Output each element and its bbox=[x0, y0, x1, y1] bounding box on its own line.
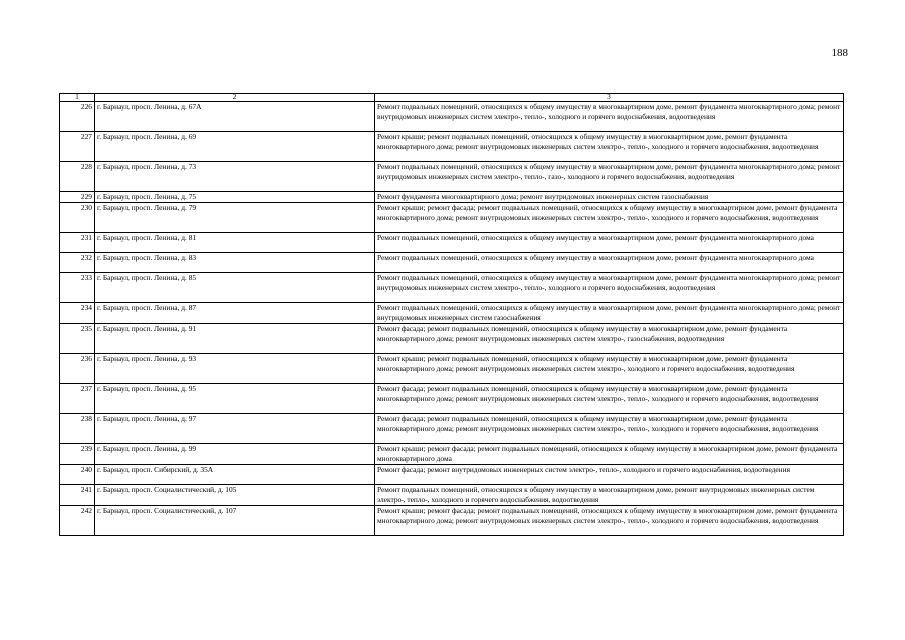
row-work-description-cell: Ремонт подвальных помещений, относящихся к общему имуществу в многоквартирном доме, ремонт фундамента многоквартирного дома; ремонт внутридомовых инженерных систем газоснабжения bbox=[375, 303, 844, 324]
table-row bbox=[60, 485, 844, 506]
row-work-description-cell: Ремонт фасада; ремонт внутридомовых инженерных систем электро-, тепло-, холодного и горячего водоснабжения, водоотведения bbox=[375, 465, 844, 485]
row-work-description-cell: Ремонт подвальных помещений, относящихся к общему имуществу в многоквартирном доме, ремонт внутридомовых инженерных систем электро-, тепло-, холодного и горячего водоснабжения, водоотведения bbox=[375, 485, 844, 506]
column-header-1: 1 bbox=[60, 94, 95, 102]
row-number-cell: 233 bbox=[60, 273, 95, 303]
row-number-cell: 228 bbox=[60, 162, 95, 192]
row-work-description-cell: Ремонт крыши; ремонт фасада; ремонт подвальных помещений, относящихся к общему имуществу в многоквартирном доме, ремонт фундамента многоквартирного дома bbox=[375, 444, 844, 465]
row-address-cell: г. Барнаул, просп. Социалистический, д. 105 bbox=[95, 485, 375, 506]
row-address-cell: г. Барнаул, просп. Ленина, д. 75 bbox=[95, 192, 375, 203]
row-address-cell: г. Барнаул, просп. Ленина, д. 91 bbox=[95, 324, 375, 354]
row-work-description-cell: Ремонт подвальных помещений, относящихся к общему имуществу в многоквартирном доме, ремонт фундамента многоквартирного дома; ремонт внутридомовых инженерных систем электро-, тепло-, холодного и горячего водоснабжения, водоотведения bbox=[375, 102, 844, 132]
repair-register-table bbox=[59, 93, 844, 536]
table-row bbox=[60, 444, 844, 465]
row-work-description-cell: Ремонт фасада; ремонт подвальных помещений, относящихся к общему имуществу в многоквартирном доме, ремонт фундамента многоквартирного дома; ремонт внутридомовых инженерных систем электро-, газоснабжения, водоотведения bbox=[375, 324, 844, 354]
row-address-cell: г. Барнаул, просп. Ленина, д. 93 bbox=[95, 354, 375, 384]
row-number-cell: 227 bbox=[60, 132, 95, 162]
row-address-cell: г. Барнаул, просп. Ленина, д. 97 bbox=[95, 414, 375, 444]
row-work-description-cell: Ремонт фундамента многоквартирного дома; ремонт внутридомовых инженерных систем газоснабжения bbox=[375, 192, 844, 203]
row-address-cell: г. Барнаул, просп. Ленина, д. 95 bbox=[95, 384, 375, 414]
table-row bbox=[60, 303, 844, 324]
row-number-cell: 229 bbox=[60, 192, 95, 203]
row-number-cell: 235 bbox=[60, 324, 95, 354]
table-row bbox=[60, 253, 844, 273]
table-row bbox=[60, 162, 844, 192]
row-address-cell: г. Барнаул, просп. Социалистический, д. 107 bbox=[95, 506, 375, 536]
row-number-cell: 239 bbox=[60, 444, 95, 465]
row-number-cell: 231 bbox=[60, 233, 95, 253]
table-row bbox=[60, 102, 844, 132]
row-number-cell: 226 bbox=[60, 102, 95, 132]
table-row bbox=[60, 354, 844, 384]
row-work-description-cell: Ремонт подвальных помещений, относящихся к общему имуществу в многоквартирном доме, ремонт фундамента многоквартирного дома bbox=[375, 253, 844, 273]
row-number-cell: 232 bbox=[60, 253, 95, 273]
table-row bbox=[60, 203, 844, 233]
row-work-description-cell: Ремонт крыши; ремонт фасада; ремонт подвальных помещений, относящихся к общему имуществу в многоквартирном доме, ремонт фундамента многоквартирного дома; ремонт внутридомовых инженерных систем электро-, тепло-, холодного и горячего водоснабжения, водоотведения bbox=[375, 506, 844, 536]
row-address-cell: г. Барнаул, просп. Ленина, д. 87 bbox=[95, 303, 375, 324]
row-address-cell: г. Барнаул, просп. Сибирский, д. 35А bbox=[95, 465, 375, 485]
row-number-cell: 234 bbox=[60, 303, 95, 324]
row-number-cell: 236 bbox=[60, 354, 95, 384]
row-number-cell: 240 bbox=[60, 465, 95, 485]
row-work-description-cell: Ремонт подвальных помещений, относящихся к общему имуществу в многоквартирном доме, ремонт фундамента многоквартирного дома; ремонт внутридомовых инженерных систем электро-, тепло-, холодного и горячего водоснабжения, водоотведения bbox=[375, 273, 844, 303]
row-work-description-cell: Ремонт фасада; ремонт подвальных помещений, относящихся к общему имуществу в многоквартирном доме, ремонт фундамента многоквартирного дома; ремонт внутридомовых инженерных систем электро-, тепло-, холодного и горячего водоснабжения, водоотведения bbox=[375, 414, 844, 444]
row-work-description-cell: Ремонт подвальных помещений, относящихся к общему имуществу в многоквартирном доме, ремонт фундамента многоквартирного дома; ремонт внутридомовых инженерных систем электро-, тепло-, газо-, холодного и горячего водоснабжения, водоотведения bbox=[375, 162, 844, 192]
row-address-cell: г. Барнаул, просп. Ленина, д. 83 bbox=[95, 253, 375, 273]
row-work-description-cell: Ремонт фасада; ремонт подвальных помещений, относящихся к общему имуществу в многоквартирном доме, ремонт фундамента многоквартирного дома; ремонт внутридомовых инженерных систем электро-, тепло-, холодного и горячего водоснабжения, водоотведения bbox=[375, 384, 844, 414]
row-number-cell: 230 bbox=[60, 203, 95, 233]
row-address-cell: г. Барнаул, просп. Ленина, д. 73 bbox=[95, 162, 375, 192]
row-address-cell: г. Барнаул, просп. Ленина, д. 99 bbox=[95, 444, 375, 465]
row-number-cell: 237 bbox=[60, 384, 95, 414]
table-row bbox=[60, 273, 844, 303]
table-row bbox=[60, 384, 844, 414]
row-number-cell: 241 bbox=[60, 485, 95, 506]
row-address-cell: г. Барнаул, просп. Ленина, д. 85 bbox=[95, 273, 375, 303]
row-work-description-cell: Ремонт крыши; ремонт подвальных помещений, относящихся к общему имуществу в многоквартирном доме, ремонт фундамента многоквартирного дома; ремонт внутридомовых инженерных систем электро-, тепло-, холодного и горячего водоснабжения, водоотведения bbox=[375, 132, 844, 162]
row-address-cell: г. Барнаул, просп. Ленина, д. 69 bbox=[95, 132, 375, 162]
row-address-cell: г. Барнаул, просп. Ленина, д. 81 bbox=[95, 233, 375, 253]
row-work-description-cell: Ремонт подвальных помещений, относящихся к общему имуществу в многоквартирном доме, ремонт фундамента многоквартирного дома bbox=[375, 233, 844, 253]
row-work-description-cell: Ремонт крыши; ремонт подвальных помещений, относящихся к общему имуществу в многоквартирном доме, ремонт фундамента многоквартирного дома; ремонт внутридомовых инженерных систем электро-, холодного и горячего водоснабжения, водоотведения bbox=[375, 354, 844, 384]
row-address-cell: г. Барнаул, просп. Ленина, д. 79 bbox=[95, 203, 375, 233]
table-row bbox=[60, 132, 844, 162]
page-number: 188 bbox=[831, 47, 848, 59]
table-row bbox=[60, 324, 844, 354]
table-row bbox=[60, 465, 844, 485]
column-header-2: 2 bbox=[95, 94, 375, 102]
row-work-description-cell: Ремонт крыши; ремонт фасада; ремонт подвальных помещений, относящихся к общему имуществу в многоквартирном доме, ремонт фундамента многоквартирного дома; ремонт внутридомовых инженерных систем электро-, тепло-, холодного и горячего водоснабжения, водоотведения bbox=[375, 203, 844, 233]
column-number-row bbox=[60, 94, 844, 102]
column-header-3: 3 bbox=[375, 94, 844, 102]
table-row bbox=[60, 414, 844, 444]
row-number-cell: 238 bbox=[60, 414, 95, 444]
table-row bbox=[60, 506, 844, 536]
table-row bbox=[60, 233, 844, 253]
row-address-cell: г. Барнаул, просп. Ленина, д. 67А bbox=[95, 102, 375, 132]
table-row bbox=[60, 192, 844, 203]
row-number-cell: 242 bbox=[60, 506, 95, 536]
